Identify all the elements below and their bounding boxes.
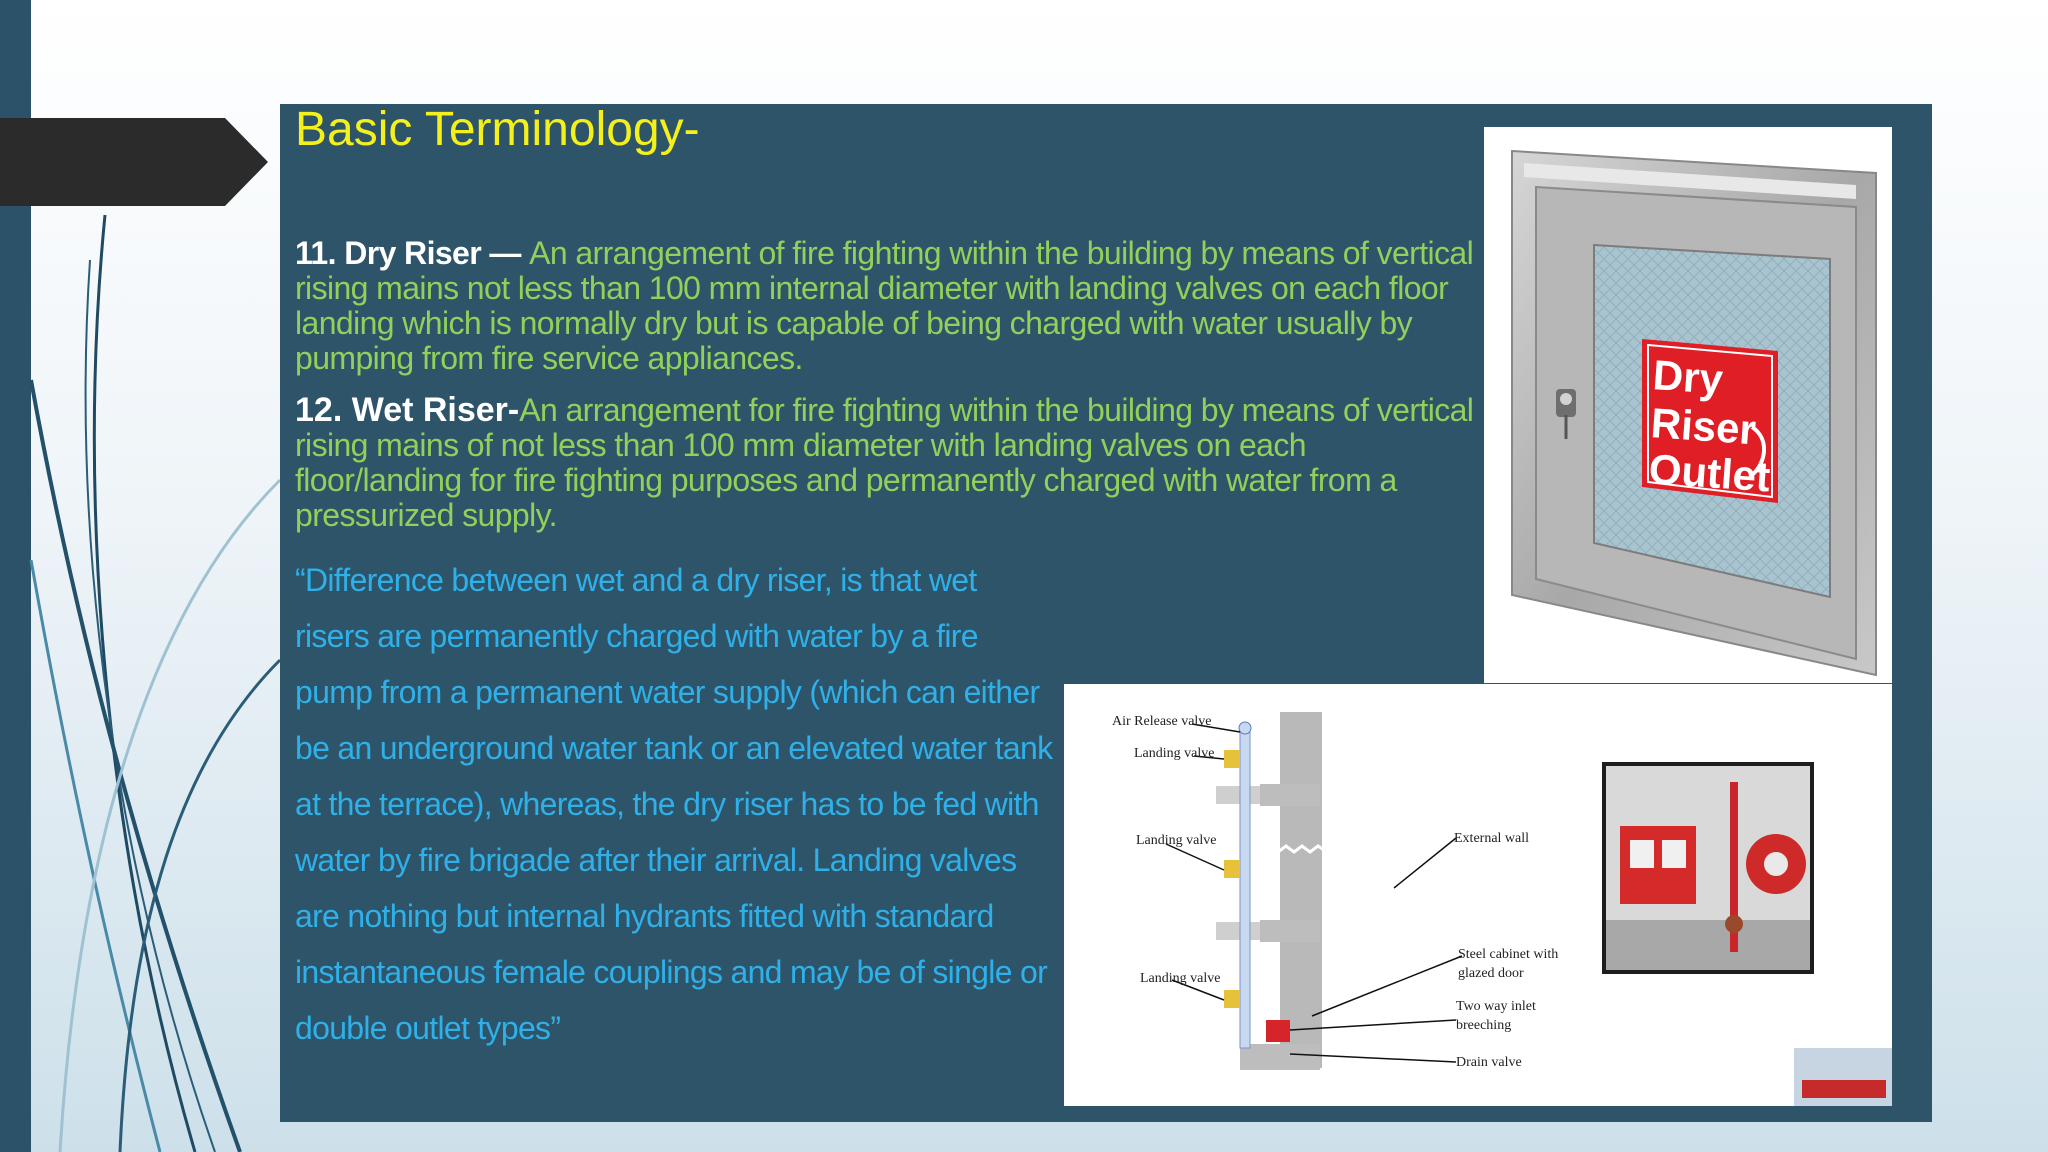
landing-valve-icon	[1224, 990, 1240, 1008]
landing-valve-icon	[1224, 860, 1240, 878]
dry-riser-cabinet-photo	[1484, 127, 1892, 683]
diagram-label-landing-valve: Landing valve	[1136, 833, 1217, 848]
sign-line: Dry	[1651, 351, 1725, 403]
landing-valve-icon	[1224, 750, 1240, 768]
diagram-label-external-wall: External wall	[1454, 831, 1530, 846]
diagram-label-steel-cabinet: Steel cabinet with	[1458, 947, 1559, 962]
definition-text: An arrangement for fire fighting within the building by means of vertical rising mains of not less than 100 mm diameter with landing valves on each floor/landing for fire fighting purposes and permanently charged with water from a pressurized supply.	[295, 392, 1474, 533]
diagram-label-landing-valve: Landing valve	[1140, 971, 1221, 986]
arrow-tab-shape	[0, 118, 270, 206]
diagram-label-two-way-inlet: breeching	[1456, 1018, 1512, 1033]
diagram-label-two-way-inlet: Two way inlet	[1456, 999, 1536, 1014]
diagram-label-drain-valve: Drain valve	[1456, 1055, 1522, 1070]
sign-line: Riser	[1649, 399, 1758, 454]
diagram-label-air-release-valve: Air Release valve	[1112, 714, 1212, 729]
diagram-label-steel-cabinet: glazed door	[1458, 966, 1524, 981]
breeching-inlet-icon	[1266, 1020, 1290, 1042]
slide-title: Basic Terminology-	[295, 103, 700, 156]
definition-term: 11. Dry Riser —	[295, 235, 530, 271]
diagram-label-landing-valve: Landing valve	[1134, 746, 1215, 761]
sign-line: Outlet	[1647, 445, 1772, 501]
riser-schematic-diagram	[1064, 684, 1892, 1106]
definition-term: 12. Wet Riser-	[295, 391, 520, 429]
corner-thumbnail	[1794, 1048, 1892, 1106]
hose-reel-cabinet-photo	[1602, 762, 1814, 974]
definition-dry-riser	[295, 236, 1475, 376]
difference-quote: “Difference between wet and a dry riser, is that wet risers are permanently charged with water by a fire pump from a permanent water supply (which can either be an underground water tank or an elevated water tank at the terrace), whereas, the dry riser has to be fed with water by fire brigade after their arrival. Landing valves are nothing but internal hydrants fitted with standard instantaneous female couplings and may be of single or double outlet types”	[295, 562, 1053, 1046]
definition-wet-riser	[295, 393, 1475, 533]
dry-riser-outlet-sign	[1642, 339, 1778, 503]
definition-text: An arrangement of fire fighting within the building by means of vertical rising mains not less than 100 mm internal diameter with landing valves on each floor landing which is normally dry but is capable of being charged with water usually by pumping from fire service appliances.	[295, 235, 1474, 376]
